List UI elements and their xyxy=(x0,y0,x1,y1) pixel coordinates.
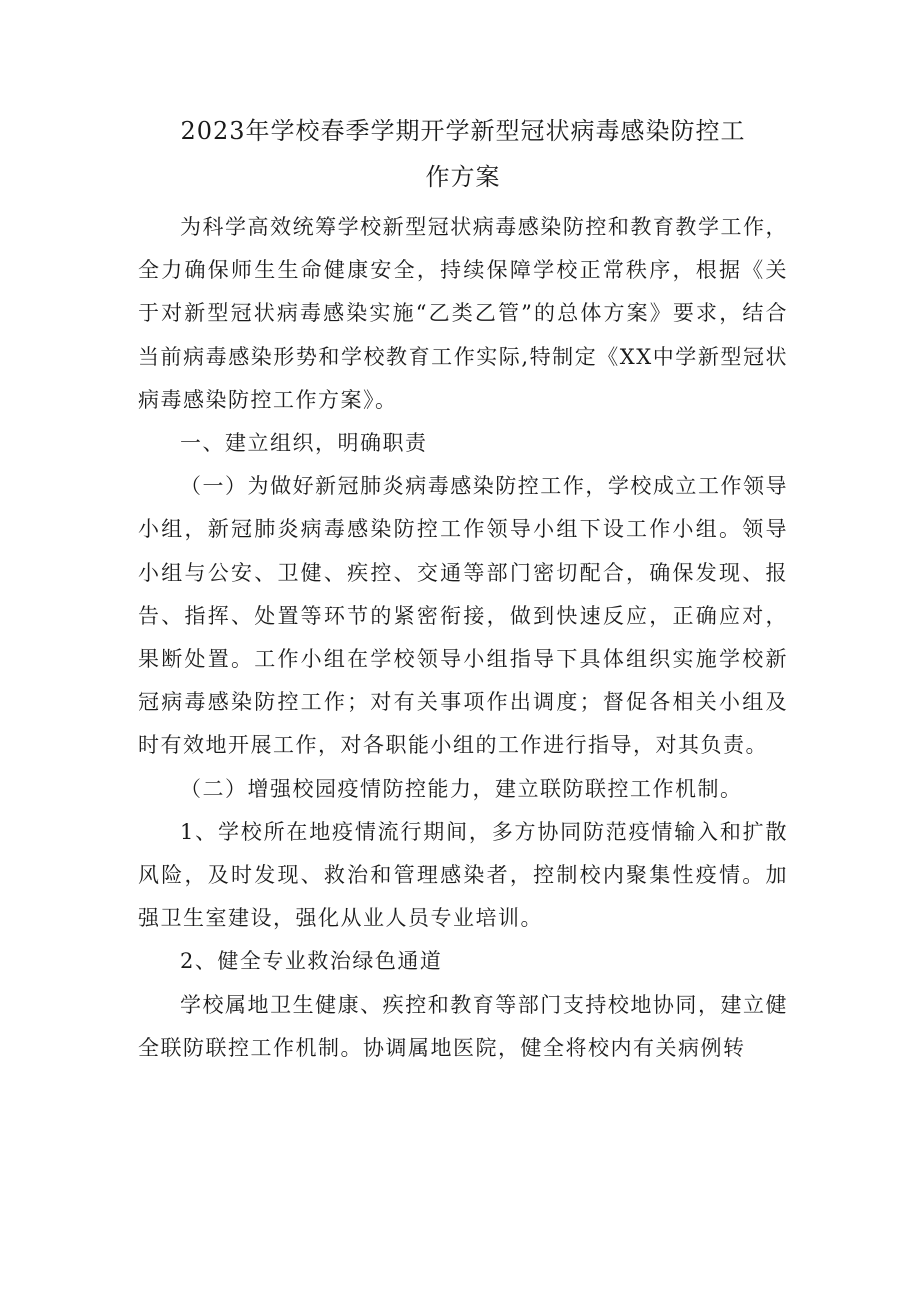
item-1-paragraph: 1、学校所在地疫情流行期间，多方协同防范疫情输入和扩散风险，及时发现、救治和管理感染者，控制校内聚集性疫情。加强卫生室建设，强化从业人员专业培训。 xyxy=(138,819,788,931)
item-2-heading: 2、健全专业救治绿色通道 xyxy=(180,949,443,974)
subsection-2-heading: （二）增强校园疫情防控能力，建立联防联控工作机制。 xyxy=(180,776,743,801)
title-line-2: 作方案 xyxy=(425,163,501,191)
title-line-1: 2023年学校春季学期开学新型冠状病毒感染防控工 xyxy=(180,117,746,145)
document-body xyxy=(138,108,788,1070)
document-title xyxy=(138,108,788,200)
intro-paragraph: 为科学高效统筹学校新型冠状病毒感染防控和教育教学工作，全力确保师生生命健康安全，持续保障学校正常秩序，根据《关于对新型冠状病毒感染实施“乙类乙管”的总体方案》要求，结合当前病毒感染形势和学校教育工作实际,特制定《XX中学新型冠状病毒感染防控工作方案》。 xyxy=(138,215,788,412)
section-heading-1: 一、建立组织，明确职责 xyxy=(180,431,428,456)
subsection-1-paragraph: （一）为做好新冠肺炎病毒感染防控工作，学校成立工作领导小组，新冠肺炎病毒感染防控工作领导小组下设工作小组。领导小组与公安、卫健、疾控、交通等部门密切配合，确保发现、报告、指挥、处置等环节的紧密衔接，做到快速反应，正确应对，果断处置。工作小组在学校领导小组指导下具体组织实施学校新冠病毒感染防控工作；对有关事项作出调度；督促各相关小组及时有效地开展工作，对各职能小组的工作进行指导，对其负责。 xyxy=(138,474,788,758)
item-2-paragraph: 学校属地卫生健康、疾控和教育等部门支持校地协同，建立健全联防联控工作机制。协调属地医院，健全将校内有关病例转 xyxy=(138,992,788,1060)
